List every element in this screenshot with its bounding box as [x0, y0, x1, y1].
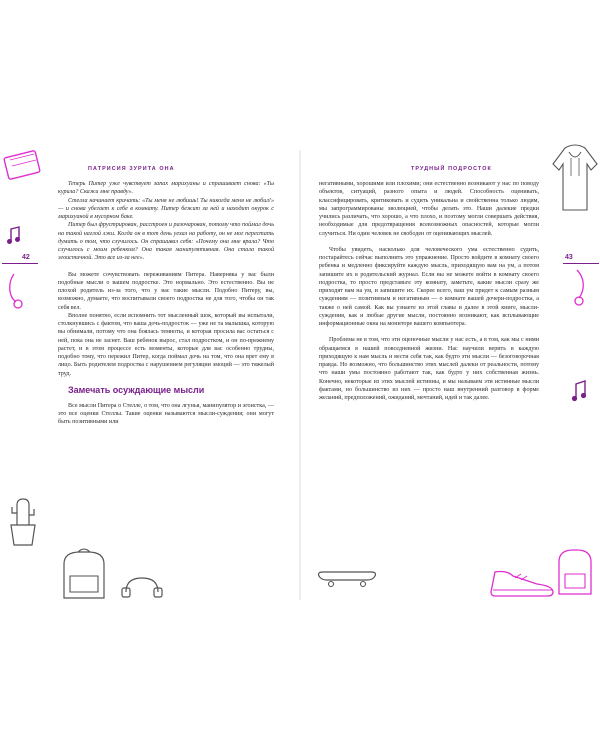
spacer — [319, 328, 539, 336]
page-number-right: 43 — [565, 254, 573, 261]
page-number-bar-right — [563, 263, 599, 264]
headphones-icon — [571, 268, 591, 308]
backpack-icon — [54, 546, 114, 602]
body-paragraph: Вы можете сочувствовать переживаниям Питера. Наверняка у вас были подобные мысли о вашем подростке. Это нормально. Это естественно. Вы не плохой родитель из-за того, что у вас такие мысли. Подобно Питеру, вы, возможно, думаете, что воспитывали своего подростка не для того, чтобы он так себя вел. — [58, 271, 274, 311]
story-dialog-block — [58, 180, 274, 263]
right-page-body — [319, 180, 539, 402]
page-number-bar-left — [2, 263, 38, 264]
notebook-icon — [2, 146, 46, 186]
dialog-paragraph: Стелла начинает кричать: «Ты меня не любишь! Ты никогда меня не любил!» — и снова убегает к себе в комнату. Питер бежит за ней и находит окурок с марихуаной в мусорном баке. — [58, 197, 274, 220]
left-page-body — [58, 180, 274, 427]
hoodie-icon — [551, 144, 599, 216]
headphones-icon — [120, 574, 164, 598]
cactus-icon — [6, 495, 40, 547]
backpack-icon — [551, 546, 599, 598]
body-paragraph: Все мысли Питера о Стелле, о том, что она лгунья, манипулятор и эгоистка, — это все оценки Стеллы. Такие оценки называются мысли-суждения; они могут быть позитивными или — [58, 402, 274, 426]
body-paragraph: негативными, хорошими или плохими; они естественно возникают у нас по поводу объектов, ситуаций, разного опыта и людей. Способность оценивать, классифицировать, критиковать и судить уникальна и свойственна только людям, мы запрограммированы эволюцией, чтобы делать это. Наши далекие предки учились различать, что хорошо, а что плохо, и поэтому могли совершать действия, необходимые для предотвращения всевозможных опасностей, которые могли случиться. Ни один человек не свободен от оценивающих мыслей. — [319, 181, 539, 237]
body-paragraph: Чтобы увидеть, насколько для человеческого ума естественно судить, постарайтесь сейчас выполнить это упражнение. Просто войдите в комнату своего ребенка и медленно фиксируйте каждую мысль, приходящую вам на ум, а потом запишите их в родительский журнал. Если вы не можете войти в комнату своего подростка, то просто представьте эту комнату, заметьте, какие мысли сразу же приходят вам на ум, и запишите их. Скорее всего, ваш ум придет к самым разным суждениям — позитивным и негативным — о комнате вашей дочери-подростка, а также о ней самой. Как вы узнаете из этой главы и далее в этой книге, мысли-суждения, как и любые другие мысли, постоянно возникают, как всплывающие информационные окна на мониторе вашего компьютера. — [319, 246, 539, 327]
left-page — [0, 150, 299, 600]
running-head-right: ТРУДНЫЙ ПОДРОСТОК — [411, 166, 492, 172]
right-page — [301, 150, 600, 600]
dialog-paragraph: Питер был фрустрирован, расстроен и разочарован, потому что поймал дочь на такой наглой лжи. Когда он в тот день уехал на работу, он не мог перестать думать о том, что случилось. Он спрашивал себя: «Почему она мне врала? Что случилось с моим ребенком? Она такая манипулятивная. Она стала такой эгоистичной. Это все из-за нее». — [58, 222, 274, 262]
body-paragraph: Проблема не в том, что эти оценочные мысли у нас есть, а в том, как мы с ними обращаемся в нашей повседневной жизни. Нас научили верить в каждую приходящую к нам мысль и вести себя так, как будто эти мысли — безоговорочная правда. Но возможно, что большинство этих мыслей далеки от реальности, потому что наши умы постоянно работают так, как будто у них собственная жизнь. Конечно, некоторые из этих мыслей истинны, и мы называем эти истинные мысли фактами, но большинство из них — просто наш внутренний разговор в форме желаний, предположений, ожиданий, мечтаний, идей и так далее. — [319, 337, 539, 401]
spacer — [58, 263, 274, 271]
section-heading: Замечать осуждающие мысли — [68, 384, 205, 395]
music-note-icon — [571, 378, 589, 404]
spacer — [319, 238, 539, 246]
running-head-left: ПАТРИСИЯ ЗУРИТА ОНА — [88, 166, 175, 172]
dialog-paragraph: Теперь Питер уже чувствует запах марихуаны и спрашивает снова: «Ты курила? Скажи мне правду». — [58, 181, 274, 196]
page-number-left: 42 — [22, 254, 30, 261]
headphones-icon — [6, 272, 30, 312]
skateboard-icon — [315, 568, 379, 588]
sneaker-icon — [487, 562, 557, 600]
body-paragraph: Вполне понятно, если вспомнить тот мысленный шок, который вы испытали, столкнувшись с фактом, что ваша дочь-подросток — уже не та малышка, которую вы обнимали, потому что она боялась темноты, и которая просила вас остаться с ней, пока она не заснет. Ваш ребенок вырос, стал подростком, и он по-прежнему растет, и в этом процессе есть моменты, которые для вас особенно трудны, подобно тому, что пережил Питер, когда поймал дочь на том, что она врет ему в лицо. Быть родителем подростка с нарушением регуляции эмоций — это тяжелый труд. — [58, 312, 274, 377]
music-note-icon — [6, 225, 22, 247]
